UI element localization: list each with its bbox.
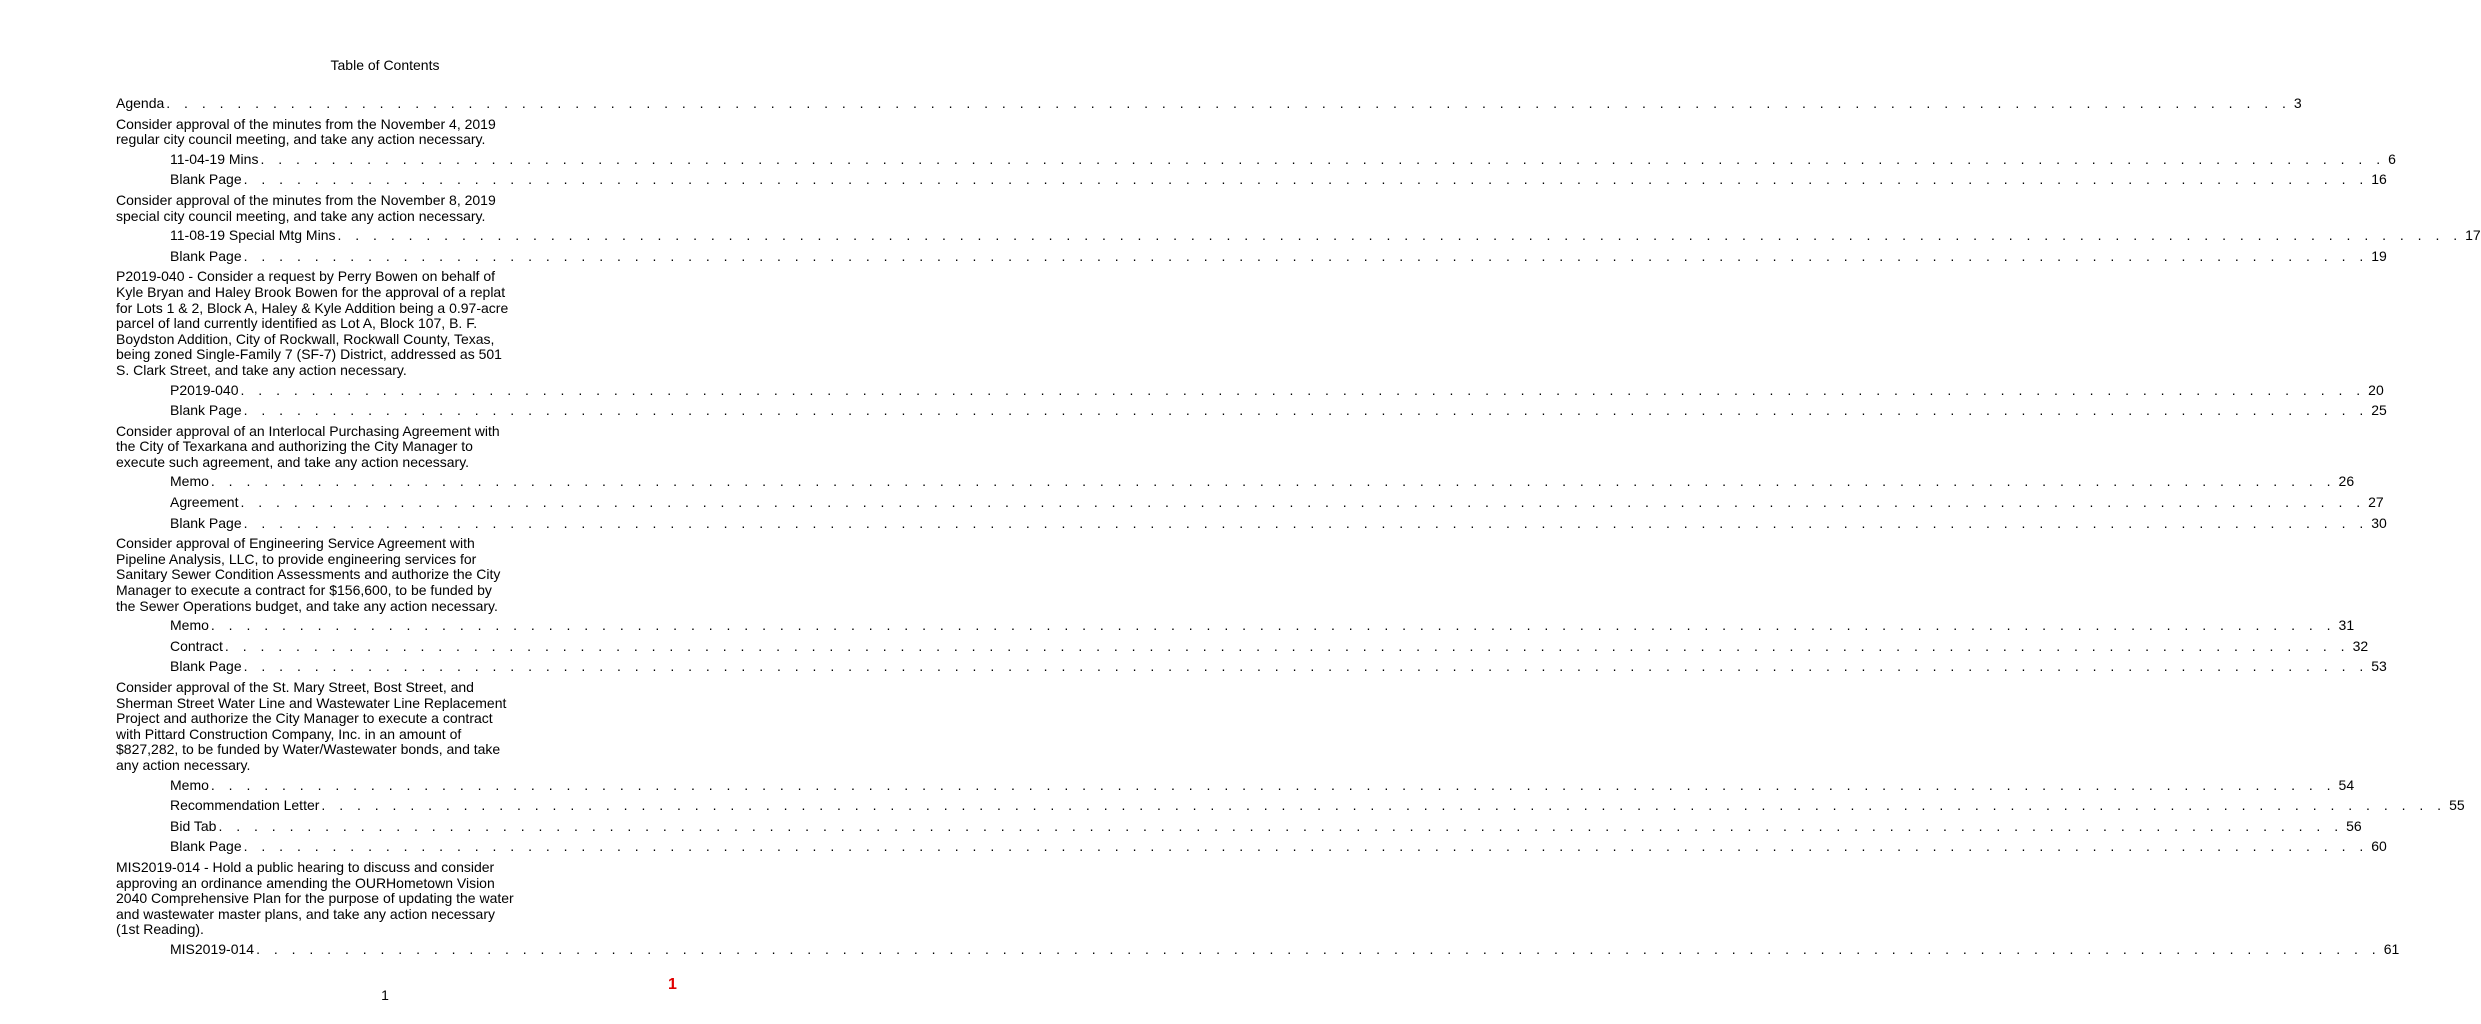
toc-entry-label: Blank Page (170, 658, 242, 675)
dot-leader: . . . . . . . . . . . . . . . . . . . . . . . . . . . . . . . . . . . . . . . . . . . . . . . . . . . . . . . . . . . . . . . . . . . . . . . . . . . . . . . . . . . . . . . . . . . . . . . . . . . . . . . . . . . . . . . . . . . . . . . . (243, 171, 2369, 188)
toc-entry-label: Blank Page (170, 514, 242, 531)
footer-page-number: 1 (381, 987, 389, 1003)
toc-entry-label: Memo (170, 617, 209, 634)
toc-entry[interactable] (116, 402, 2387, 419)
agenda-item-description: Consider approval of the minutes from the November 8, 2019 special city council meeting, and take any action necessary. (116, 191, 496, 224)
toc-entry-page-number: 60 (2371, 838, 2387, 855)
dot-leader: . . . . . . . . . . . . . . . . . . . . . . . . . . . . . . . . . . . . . . . . . . . . . . . . . . . . . . . . . . . . . . . . . . . . . . . . . . . . . . . . . . . . . . . . . . . . . . . . . . . . . . . . . . . . . . . . . . . . . . . . (243, 514, 2369, 531)
dot-leader: . . . . . . . . . . . . . . . . . . . . . . . . . . . . . . . . . . . . . . . . . . . . . . . . . . . . . . . . . . . . . . . . . . . . . . . . . . . . . . . . . . . . . . . . . . . . . . . . . . . . . . . . . . . . . . . . . . . . . . . . (243, 838, 2369, 855)
toc-entry-page-number: 56 (2346, 817, 2362, 834)
dot-leader: . . . . . . . . . . . . . . . . . . . . . . . . . . . . . . . . . . . . . . . . . . . . . . . . . . . . . . . . . . . . . . . . . . . . . . . . . . . . . . . . . . . . . . . . . . . . . . . . . . . . . . . . . . . . . . . . . . . . . . . . (210, 776, 2336, 793)
toc-entry[interactable] (116, 494, 2384, 511)
agenda-item-description: Consider approval of the minutes from the November 4, 2019 regular city council meeting, and take any action necessary. (116, 115, 496, 148)
toc-entry-label: P2019-040 (170, 381, 239, 398)
toc-entry-page-number: 32 (2352, 637, 2369, 654)
toc-entry-page-number: 31 (2338, 617, 2355, 634)
dot-leader: . . . . . . . . . . . . . . . . . . . . . . . . . . . . . . . . . . . . . . . . . . . . . . . . . . . . . . . . . . . . . . . . . . . . . . . . . . . . . . . . . . . . . . . . . . . . . . . . . . . . . . . . . . . . . . . . . . . . . . . . (210, 473, 2336, 490)
toc-entry-page-number: 20 (2368, 381, 2384, 398)
dot-leader: . . . . . . . . . . . . . . . . . . . . . . . . . . . . . . . . . . . . . . . . . . . . . . . . . . . . . . . . . . . . . . . . . . . . . . . . . . . . . . . . . . . . . . . . . . . . . . . . . . . . . . . . . . . . . . . . . . . . . . . . (260, 150, 2386, 167)
toc-entry[interactable] (116, 473, 2355, 490)
toc-entry-label: Recommendation Letter (170, 797, 320, 814)
dot-leader: . . . . . . . . . . . . . . . . . . . . . . . . . . . . . . . . . . . . . . . . . . . . . . . . . . . . . . . . . . . . . . . . . . . . . . . . . . . . . . . . . . . . . . . . . . . . . . . . . . . . . . . . . . . . . . . . . . . . . . . . (240, 494, 2366, 511)
toc-entry-page-number: 6 (2388, 150, 2396, 167)
dot-leader: . . . . . . . . . . . . . . . . . . . . . . . . . . . . . . . . . . . . . . . . . . . . . . . . . . . . . . . . . . . . . . . . . . . . . . . . . . . . . . . . . . . . . . . . . . . . . . . . . . . . . . . . . . . . . . . . . . . . . . . . (166, 95, 2291, 111)
dot-leader: . . . . . . . . . . . . . . . . . . . . . . . . . . . . . . . . . . . . . . . . . . . . . . . . . . . . . . . . . . . . . . . . . . . . . . . . . . . . . . . . . . . . . . . . . . . . . . . . . . . . . . . . . . . . . . . . . . . . . . . . (243, 402, 2369, 419)
toc-entry-page-number: 19 (2371, 247, 2387, 264)
toc-entry-label: Memo (170, 473, 209, 490)
toc-entry-page-number: 17 (2465, 227, 2481, 244)
agenda-item-description: MIS2019-014 - Hold a public hearing to discuss and consider approving an ordinance amending the OURHometown Vision 2040 Comprehensive Plan for the purpose of updating the water and wastewater master plans, and take any action necessary (1st Reading). (116, 858, 514, 938)
dot-leader: . . . . . . . . . . . . . . . . . . . . . . . . . . . . . . . . . . . . . . . . . . . . . . . . . . . . . . . . . . . . . . . . . . . . . . . . . . . . . . . . . . . . . . . . . . . . . . . . . . . . . . . . . . . . . . . . . . . . . . . . (240, 381, 2366, 398)
agenda-item-description: Consider approval of an Interlocal Purchasing Agreement with the City of Texarkana and authorizing the City Manager to execute such agreement, and take any action necessary. (116, 422, 500, 470)
agenda-item-description: Consider approval of the St. Mary Street, Bost Street, and Sherman Street Water Line and Wastewater Line Replacement Project and authorize the City Manager to execute a contract with Pittard Construction Company, Inc. in an amount of $827,282, to be funded by Water/Wastewater bonds, and take any action necessary. (116, 679, 507, 773)
toc-entry-label: Agenda (116, 95, 165, 111)
toc-entry-page-number: 3 (2293, 95, 2302, 111)
toc-entry[interactable] (116, 150, 2396, 168)
toc-entry-page-number: 16 (2371, 171, 2387, 188)
toc-entry[interactable] (116, 514, 2387, 532)
dot-leader: . . . . . . . . . . . . . . . . . . . . . . . . . . . . . . . . . . . . . . . . . . . . . . . . . . . . . . . . . . . . . . . . . . . . . . . . . . . . . . . . . . . . . . . . . . . . . . . . . . . . . . . . . . . . . . . . . . . . . . . . (321, 797, 2447, 814)
toc-entry[interactable] (116, 95, 2302, 112)
toc-entry[interactable] (116, 817, 2362, 835)
toc-entry-page-number: 26 (2338, 473, 2355, 490)
toc-entry-page-number: 61 (2383, 940, 2400, 957)
toc-entry[interactable] (116, 838, 2387, 855)
toc-entry-label: Blank Page (170, 171, 242, 188)
toc-entry-label: Bid Tab (170, 817, 217, 834)
toc-entry-label: MIS2019-014 (170, 940, 255, 957)
dot-leader: . . . . . . . . . . . . . . . . . . . . . . . . . . . . . . . . . . . . . . . . . . . . . . . . . . . . . . . . . . . . . . . . . . . . . . . . . . . . . . . . . . . . . . . . . . . . . . . . . . . . . . . . . . . . . . . . . . . . . . . . (218, 817, 2344, 834)
toc-entry[interactable] (116, 637, 2369, 655)
toc-entry-label: Blank Page (170, 402, 242, 419)
dot-leader: . . . . . . . . . . . . . . . . . . . . . . . . . . . . . . . . . . . . . . . . . . . . . . . . . . . . . . . . . . . . . . . . . . . . . . . . . . . . . . . . . . . . . . . . . . . . . . . . . . . . . . . . . . . . . . . . . . . . . . . . (337, 227, 2463, 244)
toc-entry-page-number: 54 (2338, 776, 2355, 793)
toc-entry-label: Memo (170, 776, 209, 793)
toc-entry-label: Blank Page (170, 838, 242, 855)
toc-entry-label: Agreement (170, 494, 239, 511)
toc-entry-label: Blank Page (170, 247, 242, 264)
page-title: Table of Contents (330, 57, 440, 73)
toc-entry-page-number: 25 (2371, 402, 2387, 419)
dot-leader: . . . . . . . . . . . . . . . . . . . . . . . . . . . . . . . . . . . . . . . . . . . . . . . . . . . . . . . . . . . . . . . . . . . . . . . . . . . . . . . . . . . . . . . . . . . . . . . . . . . . . . . . . . . . . . . . . . . . . . . . (210, 617, 2336, 634)
corner-page-number: 1 (668, 976, 677, 993)
table-of-contents (116, 95, 2481, 958)
toc-entry-page-number: 53 (2371, 658, 2387, 675)
dot-leader: . . . . . . . . . . . . . . . . . . . . . . . . . . . . . . . . . . . . . . . . . . . . . . . . . . . . . . . . . . . . . . . . . . . . . . . . . . . . . . . . . . . . . . . . . . . . . . . . . . . . . . . . . . . . . . . . . . . . . . . . (256, 940, 2381, 957)
toc-entry[interactable] (116, 617, 2355, 634)
toc-entry-label: 11-08-19 Special Mtg Mins (170, 227, 336, 244)
toc-entry[interactable] (116, 776, 2355, 794)
toc-entry[interactable] (116, 381, 2384, 399)
toc-entry[interactable] (116, 227, 2481, 244)
agenda-item-description: P2019-040 - Consider a request by Perry Bowen on behalf of Kyle Bryan and Haley Brook Bowen for the approval of a replat for Lots 1 & 2, Block A, Haley & Kyle Addition being a 0.97-acre parcel of land currently identified as Lot A, Block 107, B. F. Boydston Addition, City of Rockwall, Rockwall County, Texas, being zoned Single-Family 7 (SF-7) District, addressed as 501 S. Clark Street, and take any action necessary. (116, 268, 509, 378)
toc-entry-page-number: 30 (2371, 514, 2387, 531)
dot-leader: . . . . . . . . . . . . . . . . . . . . . . . . . . . . . . . . . . . . . . . . . . . . . . . . . . . . . . . . . . . . . . . . . . . . . . . . . . . . . . . . . . . . . . . . . . . . . . . . . . . . . . . . . . . . . . . . . . . . . . . . (224, 637, 2350, 654)
agenda-item-description: Consider approval of Engineering Service Agreement with Pipeline Analysis, LLC, to provide engineering services for Sanitary Sewer Condition Assessments and authorize the City Manager to execute a contract for $156,600, to be funded by the Sewer Operations budget, and take any action necessary. (116, 535, 501, 614)
dot-leader: . . . . . . . . . . . . . . . . . . . . . . . . . . . . . . . . . . . . . . . . . . . . . . . . . . . . . . . . . . . . . . . . . . . . . . . . . . . . . . . . . . . . . . . . . . . . . . . . . . . . . . . . . . . . . . . . . . . . . . . . (243, 247, 2369, 264)
dot-leader: . . . . . . . . . . . . . . . . . . . . . . . . . . . . . . . . . . . . . . . . . . . . . . . . . . . . . . . . . . . . . . . . . . . . . . . . . . . . . . . . . . . . . . . . . . . . . . . . . . . . . . . . . . . . . . . . . . . . . . . . (243, 658, 2369, 675)
toc-entry-page-number: 55 (2449, 797, 2465, 814)
toc-entry[interactable] (116, 940, 2400, 958)
toc-entry[interactable] (116, 658, 2387, 675)
toc-entry-page-number: 27 (2368, 494, 2384, 511)
toc-entry-label: Contract (170, 637, 223, 654)
toc-entry[interactable] (116, 171, 2387, 188)
toc-entry-label: 11-04-19 Mins (170, 150, 259, 167)
toc-entry[interactable] (116, 797, 2465, 814)
toc-entry[interactable] (116, 247, 2387, 265)
